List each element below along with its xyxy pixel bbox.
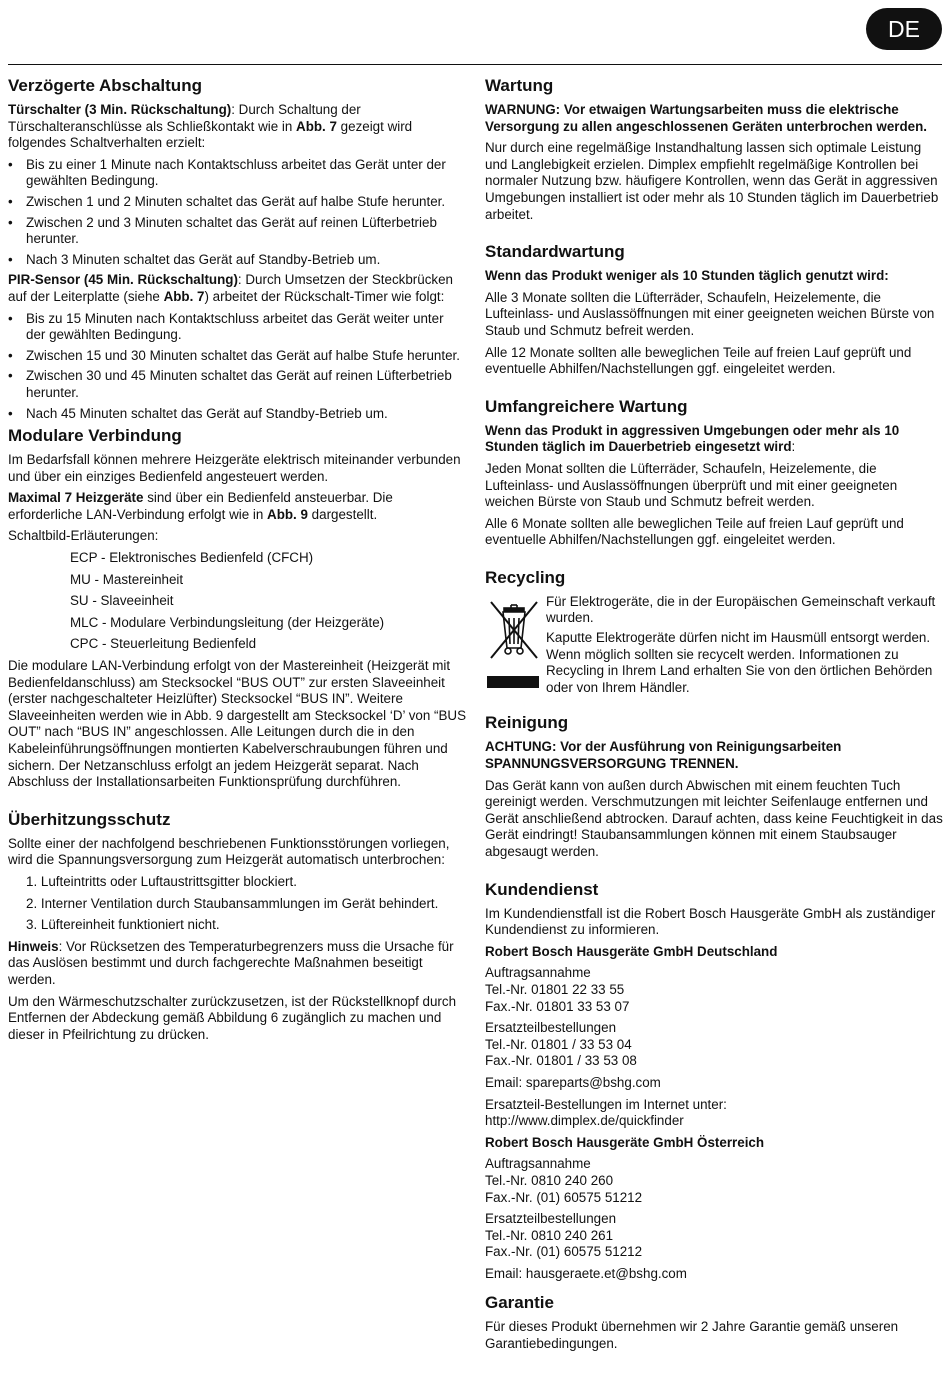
door-lead-ref: Abb. 7 xyxy=(296,118,337,134)
de-orders-label: Auftragsannahme xyxy=(485,965,591,981)
pir-lead-text-2: ) arbeitet der Rückschalt-Timer wie folgt: xyxy=(204,288,445,304)
at-company-name: Robert Bosch Hausgeräte GmbH Österreich xyxy=(485,1134,765,1150)
warranty-paragraph: Für dieses Produkt übernehmen wir 2 Jahre Garantie gemäß unseren Garantiebedingungen. xyxy=(485,1319,899,1352)
legend-item: MU - Mastereinheit xyxy=(70,571,184,587)
modular-title: Modulare Verbindung xyxy=(8,426,182,446)
left-column xyxy=(8,76,466,1048)
pir-lead-bold: PIR-Sensor (45 Min. Rückschaltung) xyxy=(8,272,238,288)
pir-paragraph xyxy=(8,272,466,305)
legend-item: SU - Slaveeinheit xyxy=(70,593,174,609)
legend-item: MLC - Modulare Verbindungsleitung (der Heizgeräte) xyxy=(70,614,385,630)
language-badge: DE xyxy=(866,8,942,50)
at-parts-label: Ersatzteilbestellungen xyxy=(485,1211,617,1227)
modular-paragraph-1: Im Bedarfsfall können mehrere Heizgeräte elektrisch miteinander verbunden und über ein einziges Bedienfeld angesteuert werden. xyxy=(8,452,461,484)
recycling-paragraph-1: Für Elektrogeräte, die in der Europäischen Gemeinschaft verkauft wurden. xyxy=(546,593,936,626)
de-parts-label: Ersatzteilbestellungen xyxy=(485,1020,617,1036)
de-orders xyxy=(485,965,943,1015)
spacer xyxy=(485,554,943,568)
legend-label: Schaltbild-Erläuterungen: xyxy=(8,528,159,544)
maintenance-title: Wartung xyxy=(485,76,554,95)
list-item: • Zwischen 1 und 2 Minuten schaltet das Gerät auf halbe Stufe herunter. xyxy=(8,194,466,211)
door-lead-bold: Türschalter (3 Min. Rückschaltung) xyxy=(8,102,232,117)
legend-item: CPC - Steuerleitung Bedienfeld xyxy=(70,636,257,652)
pir-lead-ref: Abb. 7 xyxy=(163,288,205,304)
extended-paragraph-1: Jeden Monat sollten die Lüfterräder, Schaufeln, Heizelemente, die Lufteinlass- und Auslassöffnungen überprüft und mit einer geeigneten weichen Bürste von Staub und Schmutz befreit werden. xyxy=(485,460,898,510)
list-item: 2. Interner Ventilation durch Staubansammlungen im Gerät behindert. xyxy=(26,895,439,911)
hint-text: : Vor Rücksetzen des Temperaturbegrenzers muss die Ursache für das Auslösen bestimmt und durch fachgerechte Maßnahmen beseitigt werden. xyxy=(8,938,454,987)
de-web xyxy=(485,1097,943,1130)
de-company-name: Robert Bosch Hausgeräte GmbH Deutschland xyxy=(485,943,778,959)
at-orders xyxy=(485,1156,943,1206)
list-item: 3. Lüftereinheit funktioniert nicht. xyxy=(26,917,220,933)
at-company xyxy=(485,1135,943,1152)
overheat-paragraph-3: Um den Wärmeschutzschalter zurückzusetzen, ist der Rückstellknopf durch Entfernen der Abdeckung gemäß Abbildung 6 zugänglich zu machen und dieser in Pfeilrichtung zu drücken. xyxy=(8,993,457,1042)
modular-bold: Maximal 7 Heizgeräte xyxy=(8,490,144,506)
extended-lead-bold: Wenn das Produkt in aggressiven Umgebungen oder mehr als 10 Stunden täglich im Dauerbetrieb eingesetzt wird xyxy=(485,422,900,455)
door-lead-text: : Durch Schaltung der Türschalteranschlüsse als Schließkontakt wie in xyxy=(8,102,361,134)
de-web-url: http://www.dimplex.de/quickfinder xyxy=(485,1113,684,1129)
list-item: • Zwischen 30 und 45 Minuten schaltet das Gerät auf reinen Lüfterbetrieb herunter. xyxy=(8,368,466,401)
recycling-title: Recycling xyxy=(485,567,566,587)
recycling-block xyxy=(485,594,943,697)
list-item: • Zwischen 2 und 3 Minuten schaltet das Gerät auf reinen Lüfterbetrieb herunter. xyxy=(8,215,466,248)
modular-paragraph-3: Die modulare LAN-Verbindung erfolgt von der Mastereinheit (Heizgerät mit Bedienfeldanschluss) am Stecksockel “BUS OUT” zur ersten Slaveeinheit (erster nachgeschalteter Heizlüfter) Stecksockel “BUS IN”. Weitere Slaveeinheiten werden wie in Abb. 9 dargestellt am Stecksockel ‘D’ von “BUS OUT” nach “BUS IN” angeschlossen. Alle Leitungen durch die in den Kabeleinführungsöffnungen montierten Kabelverschraubungen führen und sichern. Der Netzanschluss erfolgt an jedem Heizgerät separat. Nach Abschluss der Installationsarbeiten Funktionsprüfung durchführen. xyxy=(8,658,466,790)
right-column xyxy=(485,76,943,1358)
de-email: Email: spareparts@bshg.com xyxy=(485,1074,661,1090)
hint-bold: Hinweis xyxy=(8,938,59,954)
standard-maintenance-title: Standardwartung xyxy=(485,242,625,262)
cleaning-title: Reinigung xyxy=(485,713,569,733)
at-parts-fax: Fax.-Nr. (01) 60575 51212 xyxy=(485,1244,643,1260)
list-item: • Nach 45 Minuten schaltet das Gerät auf Standby-Betrieb um. xyxy=(8,406,466,423)
recycling-text xyxy=(546,594,943,697)
header-rule xyxy=(8,64,942,65)
list-item: • Zwischen 15 und 30 Minuten schaltet das Gerät auf halbe Stufe herunter. xyxy=(8,348,466,365)
modular-ref: Abb. 9 xyxy=(267,506,308,522)
cleaning-paragraph: Das Gerät kann von außen durch Abwischen mit einem feuchten Tuch gereinigt werden. Verschmutzungen mit leichter Seifenlauge entfernen und Gerät anschließend abtrocken. Darauf achten, dass keine Feuchtigkeit in das Gerät eindringt! Staubansammlungen können mit einem Staubsauger abgesaugt werden. xyxy=(485,777,943,859)
overheat-title: Überhitzungsschutz xyxy=(8,809,171,829)
modular-paragraph-2 xyxy=(8,490,466,523)
de-orders-tel: Tel.-Nr. 01801 22 33 55 xyxy=(485,981,625,997)
warranty-title: Garantie xyxy=(485,1293,554,1313)
at-parts xyxy=(485,1211,943,1261)
list-item: • Nach 3 Minuten schaltet das Gerät auf Standby-Betrieb um. xyxy=(8,252,466,269)
spacer xyxy=(485,699,943,713)
maintenance-paragraph: Nur durch eine regelmäßige Instandhaltung lassen sich optimale Leistung und Langlebigkeit erzielen. Dimplex empfiehlt regelmäßige Kontrollen bei normaler Nutzung bzw. häufigere Kontrollen, wenn das Gerät in aggressiven Umgebungen installiert ist oder mehr als 10 Stunden täglich im Dauerbetrieb arbeitet. xyxy=(485,140,939,222)
spacer xyxy=(485,383,943,397)
de-web-label: Ersatzteil-Bestellungen im Internet unter: xyxy=(485,1096,727,1112)
recycling-paragraph-2: Kaputte Elektrogeräte dürfen nicht im Hausmüll entsorgt werden. Wenn möglich sollten sie recycelt werden. Informationen zu Recycling in Ihrem Land erhalten Sie von den örtlichen Behörden oder von Ihrem Händler. xyxy=(546,630,933,695)
overheat-list xyxy=(8,874,466,934)
pir-list xyxy=(8,311,466,423)
modular-text-2: dargestellt. xyxy=(307,506,378,522)
de-company xyxy=(485,944,943,961)
de-orders-fax: Fax.-Nr. 01801 33 53 07 xyxy=(485,998,630,1014)
at-orders-tel: Tel.-Nr. 0810 240 260 xyxy=(485,1172,614,1188)
maintenance-warning xyxy=(485,102,943,135)
hint-paragraph xyxy=(8,939,466,989)
modular-text: sind über ein Bedienfeld ansteuerbar. Die erforderliche LAN-Verbindung erfolgt wie in xyxy=(8,490,393,522)
extended-paragraph-2: Alle 6 Monate sollten alle beweglichen Teile auf freien Lauf geprüft und eventuelle Abhilfen/Nachstellungen ggf. eingeleitet werden. xyxy=(485,515,904,548)
service-title: Kundendienst xyxy=(485,879,599,899)
cleaning-warning-text: ACHTUNG: Vor der Ausführung von Reinigungsarbeiten SPANNUNGSVERSORGUNG TRENNEN. xyxy=(485,739,842,772)
at-parts-tel: Tel.-Nr. 0810 240 261 xyxy=(485,1227,614,1243)
cleaning-warning xyxy=(485,739,943,772)
standard-paragraph-1: Alle 3 Monate sollten die Lüfterräder, Schaufeln, Heizelemente, die Lufteinlass- und Auslassöffnungen mit einer geeigneten weichen Bürste von Staub und Schmutz befreit werden. xyxy=(485,289,935,338)
at-orders-fax: Fax.-Nr. (01) 60575 51212 xyxy=(485,1189,643,1205)
door-switch-list xyxy=(8,157,466,269)
standard-paragraph-2: Alle 12 Monate sollten alle beweglichen Teile auf freien Lauf geprüft und eventuelle Abhilfen/Nachstellungen ggf. eingeleitet werden. xyxy=(485,344,912,377)
list-item: • Bis zu 15 Minuten nach Kontaktschluss arbeitet das Gerät weiter unter der gewählten Bedingung. xyxy=(8,311,466,344)
weee-bin-icon xyxy=(485,596,543,696)
spacer xyxy=(8,796,466,810)
spacer xyxy=(485,866,943,880)
overheat-paragraph-1: Sollte einer der nachfolgend beschriebenen Funktionsstörungen vorliegen, wird die Spannungsversorgung zum Heizgerät automatisch unterbrochen: xyxy=(8,835,450,868)
at-orders-label: Auftragsannahme xyxy=(485,1156,591,1172)
door-switch-paragraph xyxy=(8,102,466,152)
extended-lead xyxy=(485,423,943,456)
pir-lead-text: : Durch Umsetzen der Steckbrücken auf der Leiterplatte (siehe xyxy=(8,272,454,304)
spacer xyxy=(485,228,943,242)
standard-lead xyxy=(485,268,943,285)
extended-maintenance-title: Umfangreichere Wartung xyxy=(485,396,688,416)
list-item: 1. Lufteintritts oder Luftaustrittsgitter blockiert. xyxy=(26,873,297,889)
list-item: • Bis zu einer 1 Minute nach Kontaktschluss arbeitet das Gerät unter der gewählten Bedingung. xyxy=(8,157,466,190)
delay-title: Verzögerte Abschaltung xyxy=(8,76,202,95)
de-parts xyxy=(485,1020,943,1070)
service-paragraph: Im Kundendienstfall ist die Robert Bosch Hausgeräte GmbH als zuständiger Kundendienst zu informieren. xyxy=(485,905,936,938)
at-email: Email: hausgeraete.et@bshg.com xyxy=(485,1265,687,1281)
extended-lead-text: : xyxy=(791,439,796,455)
door-lead-text-2: gezeigt wird folgendes Schaltverhalten erzielt: xyxy=(8,118,413,151)
de-parts-fax: Fax.-Nr. 01801 / 33 53 08 xyxy=(485,1053,637,1069)
de-parts-tel: Tel.-Nr. 01801 / 33 53 04 xyxy=(485,1036,632,1052)
legend-item: ECP - Elektronisches Bedienfeld (CFCH) xyxy=(70,550,314,566)
maintenance-warning-text: WARNUNG: Vor etwaigen Wartungsarbeiten muss die elektrische Versorgung zu allen angeschlossenen Geräten unterbrochen werden. xyxy=(485,102,928,134)
standard-lead-text: Wenn das Produkt weniger als 10 Stunden täglich genutzt wird: xyxy=(485,268,889,284)
